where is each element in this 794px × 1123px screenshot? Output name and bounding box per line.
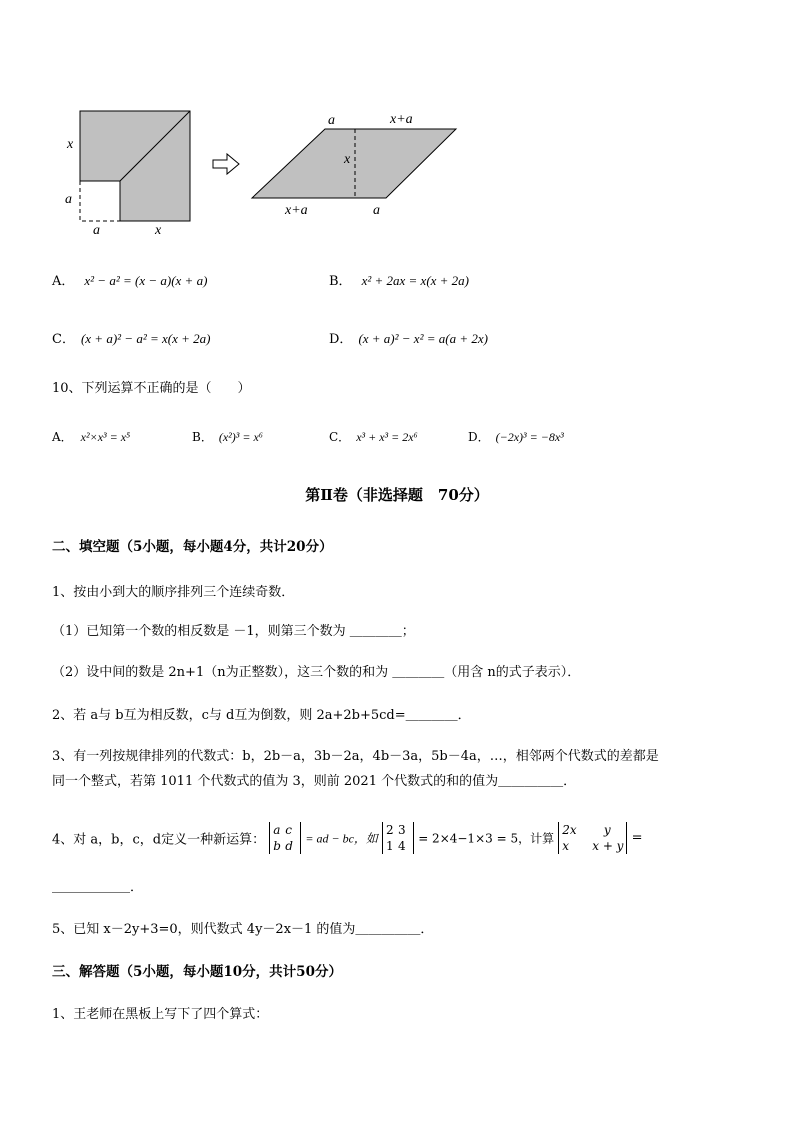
q10-option-b: B． (x²)³ = x⁶ bbox=[192, 430, 263, 444]
arrow-icon bbox=[213, 154, 239, 174]
label-a-left: a bbox=[65, 192, 72, 207]
label-x-left: x bbox=[67, 137, 74, 152]
determinant-definition: a c b d bbox=[269, 822, 301, 854]
fill-q3-line1: 3、有一列按规律排列的代数式：b，2b－a，3b－2a，4b－3a，5b－4a，…，相邻两个代数式的差都是 bbox=[52, 749, 659, 764]
label-x-mid: x bbox=[344, 152, 351, 167]
label-xa-bottom: x+a bbox=[285, 203, 308, 218]
q9-option-d: D． (x + a)² − x² = a(a + 2x) bbox=[329, 331, 488, 347]
section2-title: 二、填空题（5小题，每小题4分，共计20分） bbox=[52, 539, 333, 555]
fill-q4 bbox=[52, 822, 643, 854]
q9-option-b: B． x² + 2ax = x(x + 2a) bbox=[329, 273, 470, 289]
q9-option-c: C． (x + a)² − a² = x(x + 2a) bbox=[52, 331, 211, 347]
q4-equals: = bbox=[631, 830, 643, 846]
section3-title: 三、解答题（5小题，每小题10分，共计50分） bbox=[52, 964, 342, 980]
label-a-top: a bbox=[328, 113, 335, 128]
area-figure bbox=[55, 100, 475, 240]
part2-title: 第Ⅱ卷（非选择题 70分） bbox=[305, 486, 489, 504]
determinant-question: 2x y x x + y bbox=[558, 822, 627, 854]
label-xa-top: x+a bbox=[390, 112, 413, 127]
label-a-bottom: a bbox=[93, 223, 100, 238]
fill-q4-blank: ＿＿＿＿＿＿． bbox=[52, 880, 144, 895]
q4-definition: = ad − bc，如 bbox=[305, 831, 378, 846]
label-a-bottom-right: a bbox=[373, 203, 380, 218]
q10-option-d: D． (−2x)³ = −8x³ bbox=[468, 430, 564, 444]
fill-q2: 2、若 a与 b互为相反数，c与 d互为倒数，则 2a+2b+5cd=＿＿＿＿． bbox=[52, 708, 471, 723]
determinant-example: 2 3 1 4 bbox=[382, 822, 414, 854]
parallelogram bbox=[252, 129, 456, 198]
q10-stem: 10、下列运算不正确的是（ ） bbox=[52, 381, 251, 396]
fill-q1: 1、按由小到大的顺序排列三个连续奇数． bbox=[52, 585, 295, 600]
q10-option-a: A． x²×x³ = x⁵ bbox=[52, 430, 131, 444]
answer-q1: 1、王老师在黑板上写下了四个算式： bbox=[52, 1007, 269, 1022]
q9-option-a: A． x² − a² = (x − a)(x + a) bbox=[52, 273, 208, 289]
fill-q1-part1: （1）已知第一个数的相反数是 －1，则第三个数为 ＿＿＿＿； bbox=[52, 624, 415, 639]
label-x-bottom: x bbox=[155, 223, 162, 238]
q10-option-c: C． x³ + x³ = 2x⁶ bbox=[329, 430, 418, 444]
cut-square-dashed bbox=[80, 181, 120, 221]
fill-q3-line2: 同一个整式，若第 1011 个代数式的值为 3，则前 2021 个代数式的和的值为＿＿＿＿＿． bbox=[52, 774, 577, 789]
fill-q5: 5、已知 x－2y+3=0，则代数式 4y－2x－1 的值为＿＿＿＿＿． bbox=[52, 922, 434, 937]
q4-prefix: 4、对 a，b，c，d定义一种新运算： bbox=[52, 832, 266, 848]
fill-q1-part2: （2）设中间的数是 2n+1（n为正整数），这三个数的和为 ＿＿＿＿（用含 n的式子表示）． bbox=[52, 665, 581, 680]
q4-example: = 2×4−1×3 = 5，计算 bbox=[418, 831, 555, 846]
